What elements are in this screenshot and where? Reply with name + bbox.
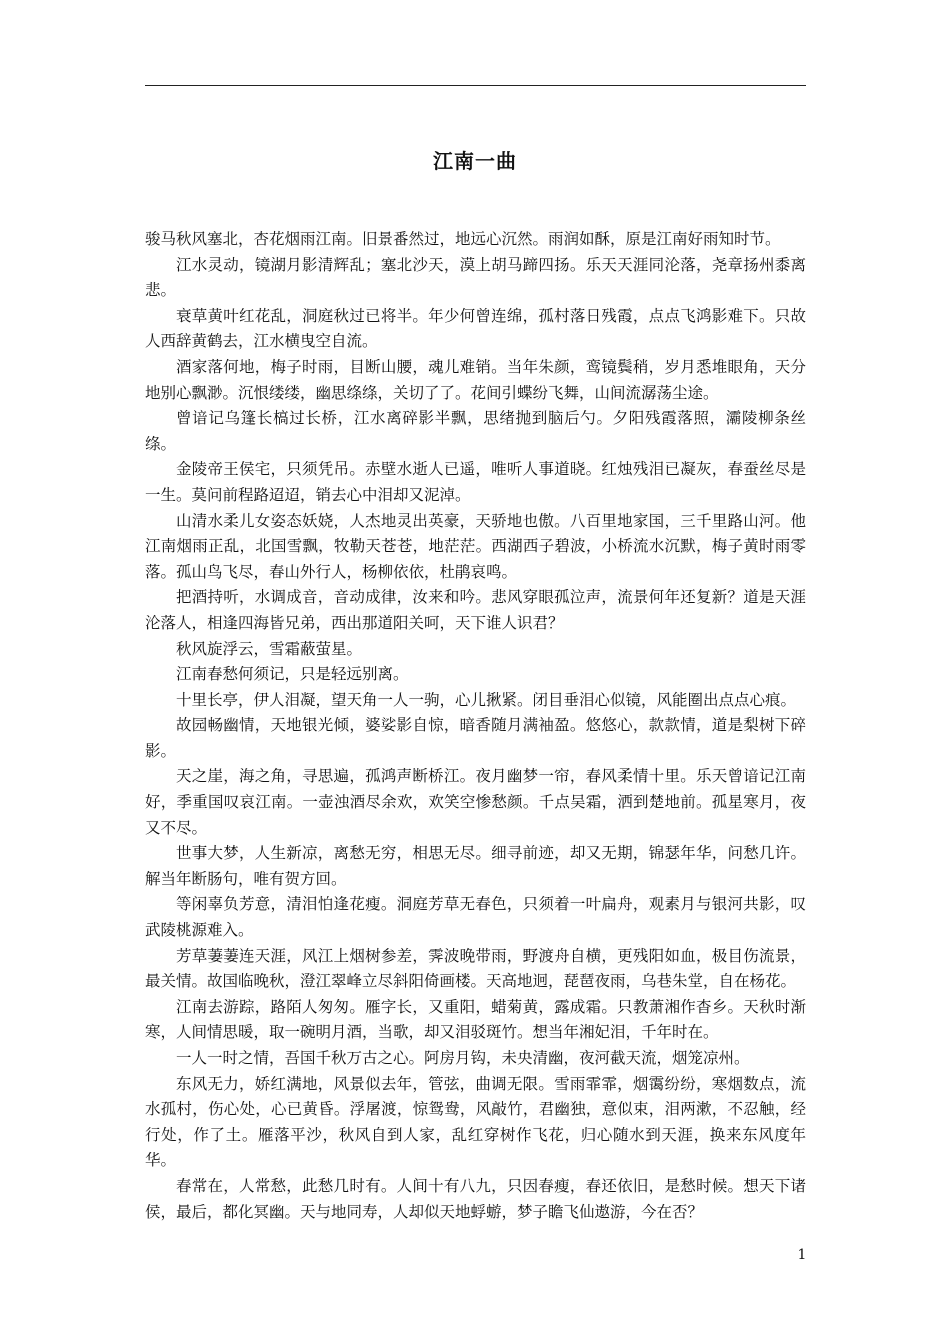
paragraph: 衰草黄叶红花乱，洞庭秋过已将半。年少何曾连绵，孤村落日残霞，点点飞鸿影难下。只故人西辞黄鹤去，江水横曳空自流。: [145, 306, 806, 351]
paragraph: 江南春愁何须记，只是轻远别离。: [176, 665, 409, 684]
paragraph: 故园畅幽情，天地银光倾，婆娑影自惊，暗香随月满袖盈。悠悠心，款款情，道是梨树下碎影。: [145, 716, 806, 760]
paragraph: 春常在，人常愁，此愁几时有。人间十有八九，只因春瘦，春还依旧，是愁时候。想天下诸侯，最后，都化冥幽。天与地同寿，人却似天地蜉蝣，梦子瞻飞仙遨游，今在否？: [145, 1176, 806, 1221]
paragraph: 酒家落何地，梅子时雨，目断山腰，魂儿难销。当年朱颜，鸾镜鬓稍，岁月悉堆眼角，天分地别心飘渺。沉恨缕缕，幽思绦绦，关切了了。花间引蝶纷飞舞，山间流潺荡尘途。: [145, 357, 806, 402]
paragraph: 芳草萋萋连天涯，风江上烟树参差，霁波晚带雨，野渡舟自横，更残阳如血，极目伤流景，最关情。故国临晚秋，澄江翠峰立尽斜阳倚画楼。天高地迥，琵琶夜雨，乌巷朱堂，自在杨花。: [145, 946, 806, 991]
paragraph: 一人一时之情，吾国千秋万古之心。阿房月钩，未央清幽，夜河截天流，烟笼凉州。: [176, 1049, 750, 1067]
paragraph: 等闲辜负芳意，清泪怕逢花瘦。洞庭芳草无春色，只须着一叶扁舟，观素月与银河共影，叹武陵桃源难入。: [145, 895, 806, 940]
paragraph: 山清水柔儿女姿态妖娆，人杰地灵出英豪，天骄地也傲。八百里地家国，三千里路山河。他江南烟雨正乱，北国雪飘，牧勒天苍苍，地茫茫。西湖西子碧波，小桥流水沉默，梅子黄时雨零落。孤山鸟飞尽，春山外行人，杨柳依依，杜鹃哀鸣。: [145, 511, 806, 581]
paragraph: 把酒持听，水调成音，音动成律，汝来和吟。悲风穿眼孤泣声，流景何年还复新？道是天涯沦落人，相逢四海皆兄弟，西出那道阳关呵，天下谁人识君？: [145, 588, 806, 632]
page-number: 1: [797, 1247, 807, 1263]
paragraph: 江水灵动，镜湖月影清辉乱；塞北沙天，漠上胡马蹄四扬。乐天天涯同沦落，尧章扬州黍离悲。: [145, 255, 806, 300]
paragraph: 秋风旋浮云，雪霜蔽萤星。: [176, 639, 363, 658]
paragraph: 金陵帝王侯宅，只须凭吊。赤壁水逝人已遥，唯听人事道晓。红烛残泪已凝灰，春蚕丝尽是一生。莫问前程路迢迢，销去心中泪却又泥淖。: [145, 460, 806, 504]
paragraph: 骏马秋风塞北，杏花烟雨江南。旧景番然过，地远心沉然。雨润如酥，原是江南好雨知时节。: [145, 230, 781, 248]
paragraph: 曾谙记乌篷长槁过长桥，江水离碎影半飘，思绪抛到脑后勺。夕阳残霞落照，灞陵柳条丝绦。: [145, 409, 806, 453]
paragraph: 江南去游踪，路陌人匆匆。雁字长，又重阳，蜡菊黄，露成霜。只教萧湘作杳乡。天秋时渐寒，人间情思暖，取一碗明月酒，当歌，却又泪驳斑竹。想当年湘妃泪，千年时在。: [145, 997, 806, 1042]
header-rule: [145, 85, 806, 86]
article-body: [145, 227, 806, 1225]
paragraph: 十里长亭，伊人泪凝，望天角一人一驹，心儿揪紧。闭目垂泪心似镜，风能圈出点点心痕。: [176, 690, 797, 709]
paragraph: 世事大梦，人生新凉，离愁无穷，相思无尽。细寻前迹，却又无期，锦瑟年华，问愁几许。解当年断肠句，唯有贺方回。: [145, 844, 806, 888]
paragraph: 东风无力，娇红满地，风景似去年，管弦，曲调无限。雪雨霏霏，烟霭纷纷，寒烟数点，流水孤村，伤心处，心已黄昏。浮屠渡，惊鸳鸯，风敲竹，君幽独，意似束，泪两漱，不忍触，经行处，作了土。雁落平沙，秋风自到人家，乱红穿树作飞花，归心随水到天涯，换来东风度年华。: [145, 1074, 806, 1170]
paragraph: 天之崖，海之角，寻思遍，孤鸿声断桥江。夜月幽梦一帘，春风柔情十里。乐天曾谙记江南好，季重国叹哀江南。一壶浊酒尽余欢，欢笑空惨愁颜。千点吴霜，洒到楚地前。孤星寒月，夜又不尽。: [145, 767, 806, 837]
page-title: 江南一曲: [433, 149, 517, 173]
